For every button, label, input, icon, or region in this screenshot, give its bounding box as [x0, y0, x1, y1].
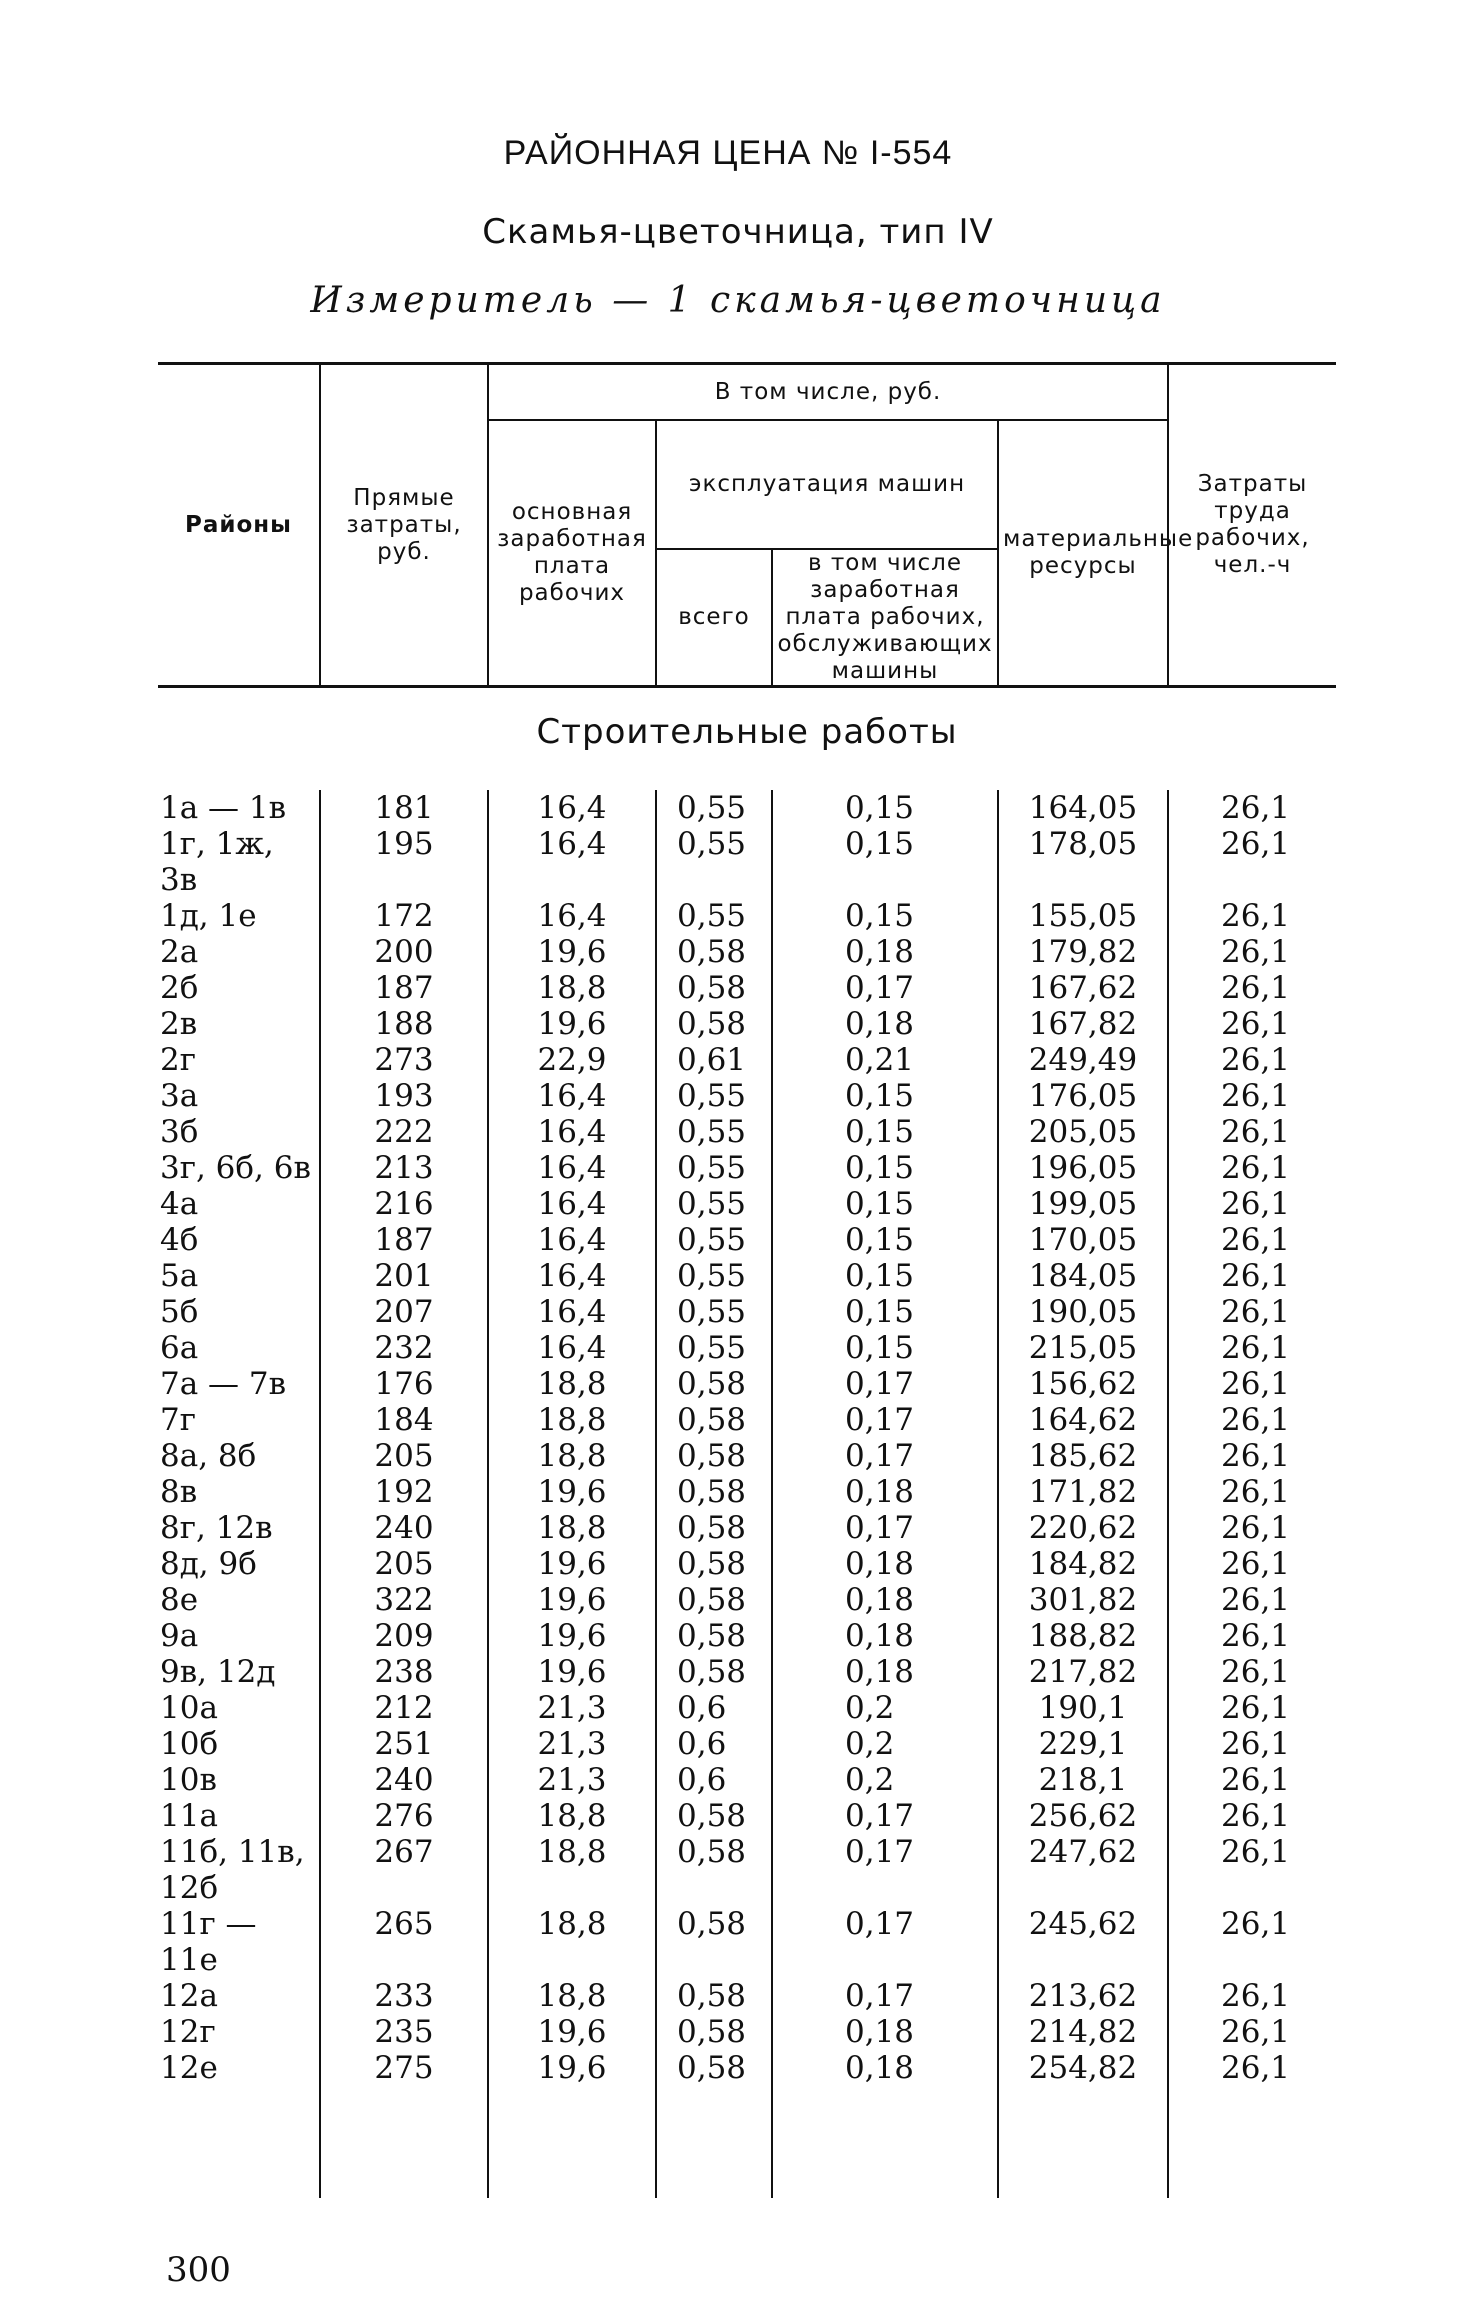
- cell-base-wage: 21,3: [488, 1690, 656, 1726]
- cell-direct-costs: 195: [320, 826, 488, 898]
- cell-labor: 26,1: [1168, 1438, 1336, 1474]
- cell-region: 3г, 6б, 6в: [160, 1150, 311, 1186]
- cell-materials: 190,05: [998, 1294, 1168, 1330]
- table-row: [158, 1150, 1336, 1186]
- cell-base-wage: 18,8: [488, 1510, 656, 1546]
- table-row: [158, 1366, 1336, 1402]
- table-row: [158, 1546, 1336, 1582]
- table-row: [158, 1510, 1336, 1546]
- cell-labor: 26,1: [1168, 2050, 1336, 2086]
- cell-direct-costs: 222: [320, 1114, 488, 1150]
- cell-region: 2б: [160, 970, 199, 1006]
- cell-labor: 26,1: [1168, 1078, 1336, 1114]
- cell-region: 8е: [160, 1582, 199, 1618]
- cell-materials: 217,82: [998, 1654, 1168, 1690]
- cell-direct-costs: 238: [320, 1654, 488, 1690]
- cell-machine-wage: 0,17: [772, 1438, 998, 1474]
- page-number: 300: [166, 2250, 231, 2290]
- cell-machine-total: 0,58: [656, 2014, 772, 2050]
- cell-machine-total: 0,58: [656, 1618, 772, 1654]
- cell-machine-total: 0,58: [656, 1654, 772, 1690]
- cell-materials: 156,62: [998, 1366, 1168, 1402]
- cell-machine-wage: 0,2: [772, 1762, 998, 1798]
- cell-region: 8д, 9б: [160, 1546, 257, 1582]
- cell-region: 2в: [160, 1006, 198, 1042]
- cell-direct-costs: 187: [320, 970, 488, 1006]
- table-row: [158, 1690, 1336, 1726]
- cell-region: 11а: [160, 1798, 218, 1834]
- filler-cell: [772, 2086, 998, 2198]
- page-title: РАЙОННАЯ ЦЕНА № I-554: [503, 134, 953, 172]
- table-row: [158, 1222, 1336, 1258]
- measure-unit: Измеритель — 1 скамья-цветочница: [310, 280, 1166, 321]
- cell-machine-wage: 0,15: [772, 1330, 998, 1366]
- cell-base-wage: 19,6: [488, 1654, 656, 1690]
- cell-region: 12г: [160, 2014, 216, 2050]
- table-row: [158, 1978, 1336, 2014]
- header-regions: Районы: [158, 364, 320, 687]
- cell-region: 4а: [160, 1186, 199, 1222]
- cell-machine-total: 0,58: [656, 1402, 772, 1438]
- cell-direct-costs: 213: [320, 1150, 488, 1186]
- cell-labor: 26,1: [1168, 1150, 1336, 1186]
- cell-region: 2г: [160, 1042, 196, 1078]
- cell-machine-total: 0,55: [656, 1330, 772, 1366]
- cell-direct-costs: 232: [320, 1330, 488, 1366]
- cell-region: 2а: [160, 934, 199, 970]
- cell-region: 10б: [160, 1726, 219, 1762]
- cell-machine-total: 0,55: [656, 1258, 772, 1294]
- cell-machine-total: 0,55: [656, 1078, 772, 1114]
- filler-cell: [656, 2086, 772, 2198]
- table-row: [158, 898, 1336, 934]
- cell-materials: 176,05: [998, 1078, 1168, 1114]
- header-labor: Затраты труда рабочих, чел.-ч: [1168, 364, 1336, 687]
- cell-direct-costs: 251: [320, 1726, 488, 1762]
- cell-machine-total: 0,58: [656, 970, 772, 1006]
- cell-machine-total: 0,55: [656, 790, 772, 826]
- cell-direct-costs: 172: [320, 898, 488, 934]
- cell-labor: 26,1: [1168, 1654, 1336, 1690]
- table-row: [158, 1726, 1336, 1762]
- cell-machine-total: 0,61: [656, 1042, 772, 1078]
- cell-machine-wage: 0,15: [772, 1078, 998, 1114]
- cell-machine-total: 0,6: [656, 1726, 772, 1762]
- cell-machine-total: 0,6: [656, 1762, 772, 1798]
- table-row: [158, 1474, 1336, 1510]
- table-row: [158, 1798, 1336, 1834]
- cell-materials: 249,49: [998, 1042, 1168, 1078]
- table-row: [158, 1762, 1336, 1798]
- cell-machine-total: 0,55: [656, 1186, 772, 1222]
- cell-direct-costs: 207: [320, 1294, 488, 1330]
- cell-base-wage: 16,4: [488, 1330, 656, 1366]
- cell-labor: 26,1: [1168, 898, 1336, 934]
- cell-materials: 184,05: [998, 1258, 1168, 1294]
- cell-region: 3б: [160, 1114, 199, 1150]
- cell-direct-costs: 205: [320, 1546, 488, 1582]
- table-row: [158, 934, 1336, 970]
- cell-region: 9в, 12д: [160, 1654, 276, 1690]
- cell-direct-costs: 187: [320, 1222, 488, 1258]
- cell-labor: 26,1: [1168, 1906, 1336, 1978]
- header-materials: материальные ресурсы: [998, 420, 1168, 687]
- cell-materials: 167,62: [998, 970, 1168, 1006]
- cell-materials: 171,82: [998, 1474, 1168, 1510]
- cell-materials: 196,05: [998, 1150, 1168, 1186]
- cell-machine-wage: 0,18: [772, 2050, 998, 2086]
- cell-labor: 26,1: [1168, 1366, 1336, 1402]
- cell-labor: 26,1: [1168, 1294, 1336, 1330]
- cell-machine-wage: 0,17: [772, 1906, 998, 1978]
- table-row: [158, 970, 1336, 1006]
- cell-region: 11б, 11в, 12б: [160, 1834, 305, 1906]
- cell-materials: 256,62: [998, 1798, 1168, 1834]
- cell-direct-costs: 209: [320, 1618, 488, 1654]
- cell-materials: 178,05: [998, 826, 1168, 898]
- cell-machine-total: 0,58: [656, 1510, 772, 1546]
- cell-machine-wage: 0,17: [772, 1798, 998, 1834]
- cell-machine-total: 0,58: [656, 1798, 772, 1834]
- cell-materials: 179,82: [998, 934, 1168, 970]
- table-row: [158, 1906, 1336, 1978]
- table-row: [158, 1114, 1336, 1150]
- cell-machine-total: 0,58: [656, 1906, 772, 1978]
- cell-base-wage: 19,6: [488, 1546, 656, 1582]
- cell-direct-costs: 276: [320, 1798, 488, 1834]
- cell-base-wage: 16,4: [488, 1078, 656, 1114]
- cell-machine-wage: 0,2: [772, 1726, 998, 1762]
- cell-base-wage: 21,3: [488, 1726, 656, 1762]
- cell-materials: 229,1: [998, 1726, 1168, 1762]
- cell-base-wage: 16,4: [488, 1186, 656, 1222]
- table-row: [158, 1258, 1336, 1294]
- filler-cell: [320, 2086, 488, 2198]
- cell-machine-wage: 0,21: [772, 1042, 998, 1078]
- cell-labor: 26,1: [1168, 1618, 1336, 1654]
- cell-region: 12а: [160, 1978, 218, 2014]
- cell-materials: 254,82: [998, 2050, 1168, 2086]
- cell-base-wage: 16,4: [488, 1294, 656, 1330]
- cell-base-wage: 16,4: [488, 1222, 656, 1258]
- table-row: [158, 790, 1336, 826]
- cell-materials: 185,62: [998, 1438, 1168, 1474]
- cell-machine-wage: 0,15: [772, 826, 998, 898]
- filler-cell: [158, 2086, 320, 2198]
- cell-machine-wage: 0,17: [772, 1834, 998, 1906]
- table-row: [158, 1834, 1336, 1906]
- cell-labor: 26,1: [1168, 1690, 1336, 1726]
- cell-machine-wage: 0,15: [772, 1258, 998, 1294]
- cell-machine-total: 0,58: [656, 1366, 772, 1402]
- cell-machine-wage: 0,15: [772, 898, 998, 934]
- cell-labor: 26,1: [1168, 2014, 1336, 2050]
- cell-labor: 26,1: [1168, 1114, 1336, 1150]
- cell-base-wage: 18,8: [488, 1438, 656, 1474]
- cell-direct-costs: 201: [320, 1258, 488, 1294]
- cell-region: 12е: [160, 2050, 218, 2086]
- cell-machine-total: 0,58: [656, 934, 772, 970]
- cell-machine-total: 0,55: [656, 1294, 772, 1330]
- cell-region: 7г: [160, 1402, 196, 1438]
- cell-labor: 26,1: [1168, 1582, 1336, 1618]
- cell-machine-wage: 0,17: [772, 970, 998, 1006]
- cell-direct-costs: 192: [320, 1474, 488, 1510]
- cell-region: 5б: [160, 1294, 199, 1330]
- cell-direct-costs: 273: [320, 1042, 488, 1078]
- table-row: [158, 1006, 1336, 1042]
- header-machine-operation: эксплуатация машин: [656, 420, 998, 549]
- cell-materials: 245,62: [998, 1906, 1168, 1978]
- cell-region: 1а — 1в: [160, 790, 287, 826]
- cell-region: 8в: [160, 1474, 198, 1510]
- cell-labor: 26,1: [1168, 1258, 1336, 1294]
- cell-materials: 170,05: [998, 1222, 1168, 1258]
- cell-machine-wage: 0,15: [772, 790, 998, 826]
- table-row: [158, 1402, 1336, 1438]
- cell-base-wage: 19,6: [488, 1006, 656, 1042]
- table-row: [158, 1582, 1336, 1618]
- cell-machine-total: 0,55: [656, 1150, 772, 1186]
- cell-materials: 164,62: [998, 1402, 1168, 1438]
- cell-direct-costs: 267: [320, 1834, 488, 1906]
- cell-machine-total: 0,55: [656, 826, 772, 898]
- cell-region: 3а: [160, 1078, 199, 1114]
- cell-region: 1д, 1е: [160, 898, 257, 934]
- cell-labor: 26,1: [1168, 1762, 1336, 1798]
- cell-machine-total: 0,55: [656, 1222, 772, 1258]
- table-row: [158, 1186, 1336, 1222]
- cell-labor: 26,1: [1168, 1330, 1336, 1366]
- cell-materials: 155,05: [998, 898, 1168, 934]
- cell-direct-costs: 188: [320, 1006, 488, 1042]
- cell-region: 1г, 1ж, 3в: [160, 826, 274, 898]
- cell-machine-total: 0,58: [656, 1546, 772, 1582]
- cell-direct-costs: 275: [320, 2050, 488, 2086]
- cell-machine-wage: 0,15: [772, 1186, 998, 1222]
- cell-materials: 190,1: [998, 1690, 1168, 1726]
- cell-machine-wage: 0,15: [772, 1114, 998, 1150]
- cell-machine-wage: 0,18: [772, 934, 998, 970]
- cell-direct-costs: 184: [320, 1402, 488, 1438]
- cell-machine-total: 0,58: [656, 1474, 772, 1510]
- header-machine-wage: в том числе заработная плата рабочих, обслуживающих машины: [772, 549, 998, 687]
- cell-labor: 26,1: [1168, 1510, 1336, 1546]
- cell-materials: 301,82: [998, 1582, 1168, 1618]
- cell-labor: 26,1: [1168, 1006, 1336, 1042]
- cell-machine-total: 0,55: [656, 898, 772, 934]
- cell-machine-total: 0,58: [656, 1834, 772, 1906]
- cell-direct-costs: 181: [320, 790, 488, 826]
- cell-machine-total: 0,58: [656, 1978, 772, 2014]
- cell-materials: 184,82: [998, 1546, 1168, 1582]
- cell-labor: 26,1: [1168, 1546, 1336, 1582]
- cell-direct-costs: 265: [320, 1906, 488, 1978]
- table-row: [158, 826, 1336, 898]
- cell-materials: 214,82: [998, 2014, 1168, 2050]
- cell-base-wage: 18,8: [488, 1798, 656, 1834]
- cell-base-wage: 16,4: [488, 1150, 656, 1186]
- cell-machine-wage: 0,15: [772, 1222, 998, 1258]
- filler-cell: [1168, 2086, 1336, 2198]
- cell-base-wage: 21,3: [488, 1762, 656, 1798]
- cell-machine-wage: 0,18: [772, 1654, 998, 1690]
- cell-materials: 215,05: [998, 1330, 1168, 1366]
- cell-machine-total: 0,58: [656, 2050, 772, 2086]
- cell-direct-costs: 216: [320, 1186, 488, 1222]
- cell-labor: 26,1: [1168, 1186, 1336, 1222]
- cell-region: 7а — 7в: [160, 1366, 287, 1402]
- cell-materials: 199,05: [998, 1186, 1168, 1222]
- cell-machine-total: 0,55: [656, 1114, 772, 1150]
- cell-materials: 220,62: [998, 1510, 1168, 1546]
- header-direct-costs: Прямые затраты, руб.: [320, 364, 488, 687]
- header-machine-total: всего: [656, 549, 772, 687]
- cell-direct-costs: 212: [320, 1690, 488, 1726]
- cell-base-wage: 18,8: [488, 1978, 656, 2014]
- cell-machine-wage: 0,15: [772, 1294, 998, 1330]
- price-table: [158, 362, 1336, 2198]
- cell-machine-wage: 0,15: [772, 1150, 998, 1186]
- cell-region: 9а: [160, 1618, 199, 1654]
- cell-machine-wage: 0,17: [772, 1978, 998, 2014]
- cell-base-wage: 19,6: [488, 1618, 656, 1654]
- cell-direct-costs: 233: [320, 1978, 488, 2014]
- cell-labor: 26,1: [1168, 970, 1336, 1006]
- cell-region: 8г, 12в: [160, 1510, 273, 1546]
- cell-region: 10в: [160, 1762, 217, 1798]
- table-row: [158, 1438, 1336, 1474]
- cell-machine-total: 0,58: [656, 1438, 772, 1474]
- cell-machine-wage: 0,18: [772, 1546, 998, 1582]
- cell-machine-wage: 0,18: [772, 1474, 998, 1510]
- cell-base-wage: 16,4: [488, 826, 656, 898]
- cell-labor: 26,1: [1168, 826, 1336, 898]
- cell-labor: 26,1: [1168, 934, 1336, 970]
- cell-base-wage: 22,9: [488, 1042, 656, 1078]
- section-title: Строительные работы: [536, 712, 958, 752]
- cell-materials: 205,05: [998, 1114, 1168, 1150]
- cell-machine-wage: 0,18: [772, 1618, 998, 1654]
- cell-direct-costs: 176: [320, 1366, 488, 1402]
- cell-materials: 247,62: [998, 1834, 1168, 1906]
- table-row: [158, 1654, 1336, 1690]
- table-row: [158, 1042, 1336, 1078]
- filler-cell: [488, 2086, 656, 2198]
- cell-machine-wage: 0,17: [772, 1402, 998, 1438]
- cell-base-wage: 19,6: [488, 2050, 656, 2086]
- cell-machine-wage: 0,2: [772, 1690, 998, 1726]
- cell-direct-costs: 235: [320, 2014, 488, 2050]
- cell-base-wage: 19,6: [488, 934, 656, 970]
- cell-materials: 213,62: [998, 1978, 1168, 2014]
- cell-machine-wage: 0,18: [772, 1006, 998, 1042]
- table-row: [158, 1330, 1336, 1366]
- cell-region: 5а: [160, 1258, 199, 1294]
- cell-base-wage: 16,4: [488, 1114, 656, 1150]
- table-header: [158, 364, 1336, 687]
- header-base-wage: основная заработная плата рабочих: [488, 420, 656, 687]
- cell-labor: 26,1: [1168, 1726, 1336, 1762]
- cell-region: 6а: [160, 1330, 199, 1366]
- cell-base-wage: 16,4: [488, 1258, 656, 1294]
- cell-machine-total: 0,58: [656, 1006, 772, 1042]
- cell-labor: 26,1: [1168, 1798, 1336, 1834]
- cell-base-wage: 18,8: [488, 1366, 656, 1402]
- cell-base-wage: 19,6: [488, 1474, 656, 1510]
- cell-machine-total: 0,6: [656, 1690, 772, 1726]
- cell-direct-costs: 240: [320, 1510, 488, 1546]
- cell-materials: 164,05: [998, 790, 1168, 826]
- cell-region: 8а, 8б: [160, 1438, 257, 1474]
- cell-direct-costs: 322: [320, 1582, 488, 1618]
- table-row: [158, 2050, 1336, 2086]
- cell-machine-wage: 0,18: [772, 2014, 998, 2050]
- table-row: [158, 1618, 1336, 1654]
- table-filler: [158, 2086, 1336, 2198]
- cell-labor: 26,1: [1168, 790, 1336, 826]
- table-row: [158, 1294, 1336, 1330]
- header-including: В том числе, руб.: [488, 364, 1168, 421]
- table-row: [158, 1078, 1336, 1114]
- cell-direct-costs: 205: [320, 1438, 488, 1474]
- cell-direct-costs: 193: [320, 1078, 488, 1114]
- cell-base-wage: 18,8: [488, 1402, 656, 1438]
- cell-direct-costs: 200: [320, 934, 488, 970]
- cell-machine-total: 0,58: [656, 1582, 772, 1618]
- table-row: [158, 2014, 1336, 2050]
- cell-direct-costs: 240: [320, 1762, 488, 1798]
- cell-labor: 26,1: [1168, 1402, 1336, 1438]
- cell-base-wage: 16,4: [488, 898, 656, 934]
- cell-machine-wage: 0,18: [772, 1582, 998, 1618]
- cell-base-wage: 18,8: [488, 970, 656, 1006]
- cell-labor: 26,1: [1168, 1474, 1336, 1510]
- cell-labor: 26,1: [1168, 1222, 1336, 1258]
- cell-base-wage: 19,6: [488, 2014, 656, 2050]
- cell-machine-wage: 0,17: [772, 1510, 998, 1546]
- cell-region: 4б: [160, 1222, 199, 1258]
- page-subtitle: Скамья-цветочница, тип IV: [482, 212, 994, 252]
- cell-region: 10а: [160, 1690, 218, 1726]
- cell-machine-wage: 0,17: [772, 1366, 998, 1402]
- table-body: [158, 687, 1336, 2199]
- cell-base-wage: 16,4: [488, 790, 656, 826]
- cell-region: 11г — 11е: [160, 1906, 257, 1978]
- cell-labor: 26,1: [1168, 1042, 1336, 1078]
- filler-cell: [998, 2086, 1168, 2198]
- cell-base-wage: 18,8: [488, 1834, 656, 1906]
- cell-materials: 218,1: [998, 1762, 1168, 1798]
- cell-labor: 26,1: [1168, 1834, 1336, 1906]
- cell-materials: 167,82: [998, 1006, 1168, 1042]
- cell-base-wage: 19,6: [488, 1582, 656, 1618]
- cell-materials: 188,82: [998, 1618, 1168, 1654]
- cell-base-wage: 18,8: [488, 1906, 656, 1978]
- cell-labor: 26,1: [1168, 1978, 1336, 2014]
